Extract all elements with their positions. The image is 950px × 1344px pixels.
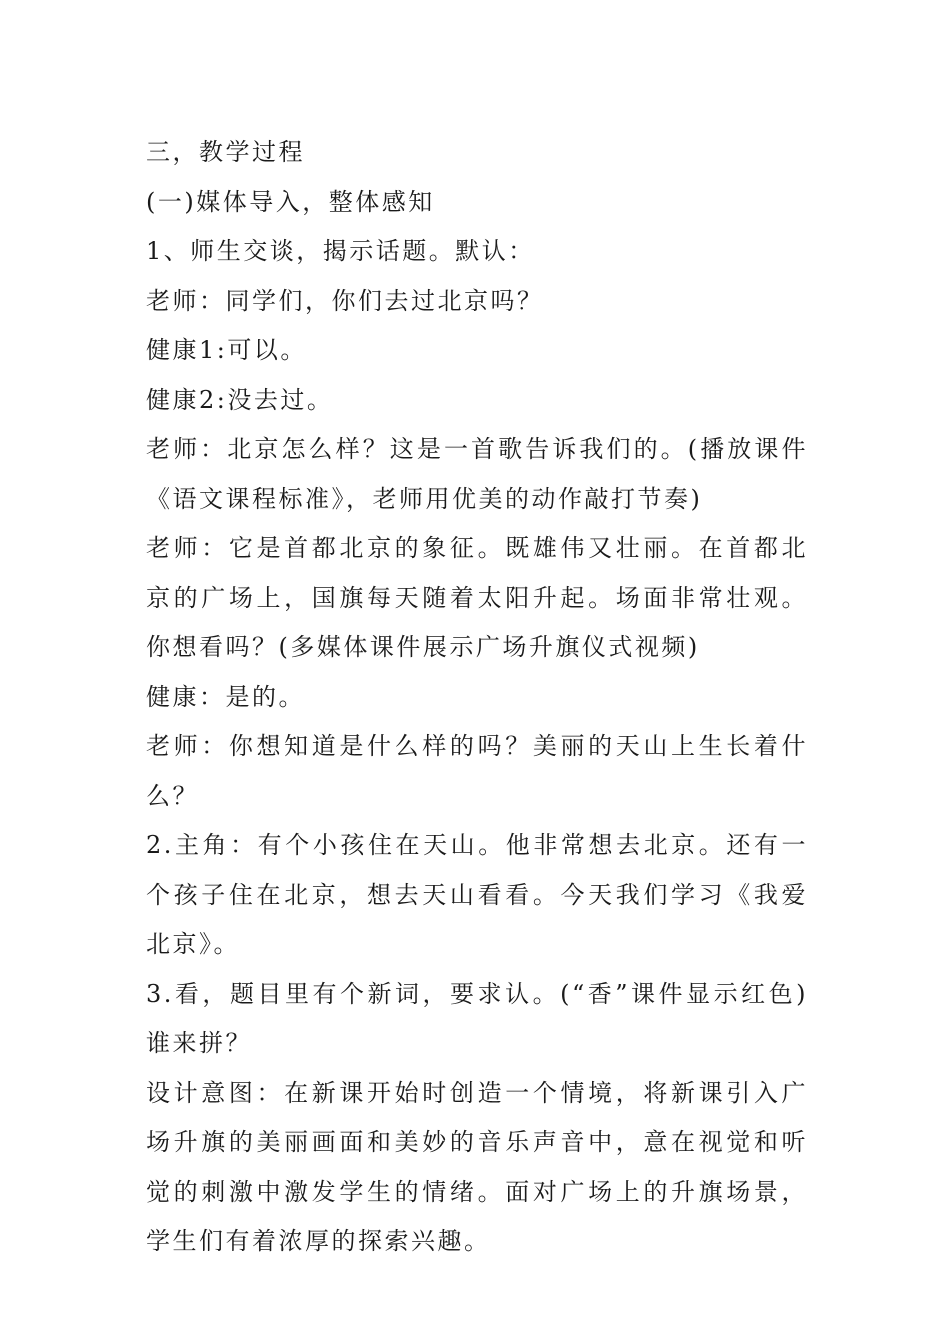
paragraph: 健康：是的。 (146, 682, 305, 711)
document-body (146, 128, 808, 1267)
paragraph: 健康1:可以。 (146, 336, 307, 364)
paragraph: 2.主角：有个小孩住在天山。他非常想去北京。还有一个孩子住在北京，想去天山看看。今天我们学习《我爱北京》。 (146, 831, 808, 958)
paragraph: 老师：同学们，你们去过北京吗？ (146, 286, 544, 315)
paragraph: 老师：你想知道是什么样的吗？美丽的天山上生长着什么？ (146, 732, 808, 810)
paragraph: 设计意图：在新课开始时创造一个情境，将新课引入广场升旗的美丽画面和美妙的音乐声音中，意在视觉和听觉的刺激中激发学生的情绪。面对广场上的升旗场景，学生们有着浓厚的探索兴趣。 (146, 1078, 808, 1255)
paragraph: 1、师生交谈，揭示话题。默认： (146, 237, 535, 265)
paragraph: 老师：北京怎么样？这是一首歌告诉我们的。(播放课件《语文课程标准》，老师用优美的动作敲打节奏) (146, 435, 808, 513)
paragraph: 健康2:没去过。 (146, 385, 334, 414)
subsection-heading: (一)媒体导入，整体感知 (146, 187, 435, 216)
paragraph: 老师：它是首都北京的象征。既雄伟又壮丽。在首都北京的广场上，国旗每天随着太阳升起。场面非常壮观。你想看吗？(多媒体课件展示广场升旗仪式视频) (146, 534, 808, 661)
paragraph: 3.看，题目里有个新词，要求认。(“香”课件显示红色)谁来拼？ (146, 979, 808, 1057)
section-heading: 三，教学过程 (146, 138, 305, 166)
